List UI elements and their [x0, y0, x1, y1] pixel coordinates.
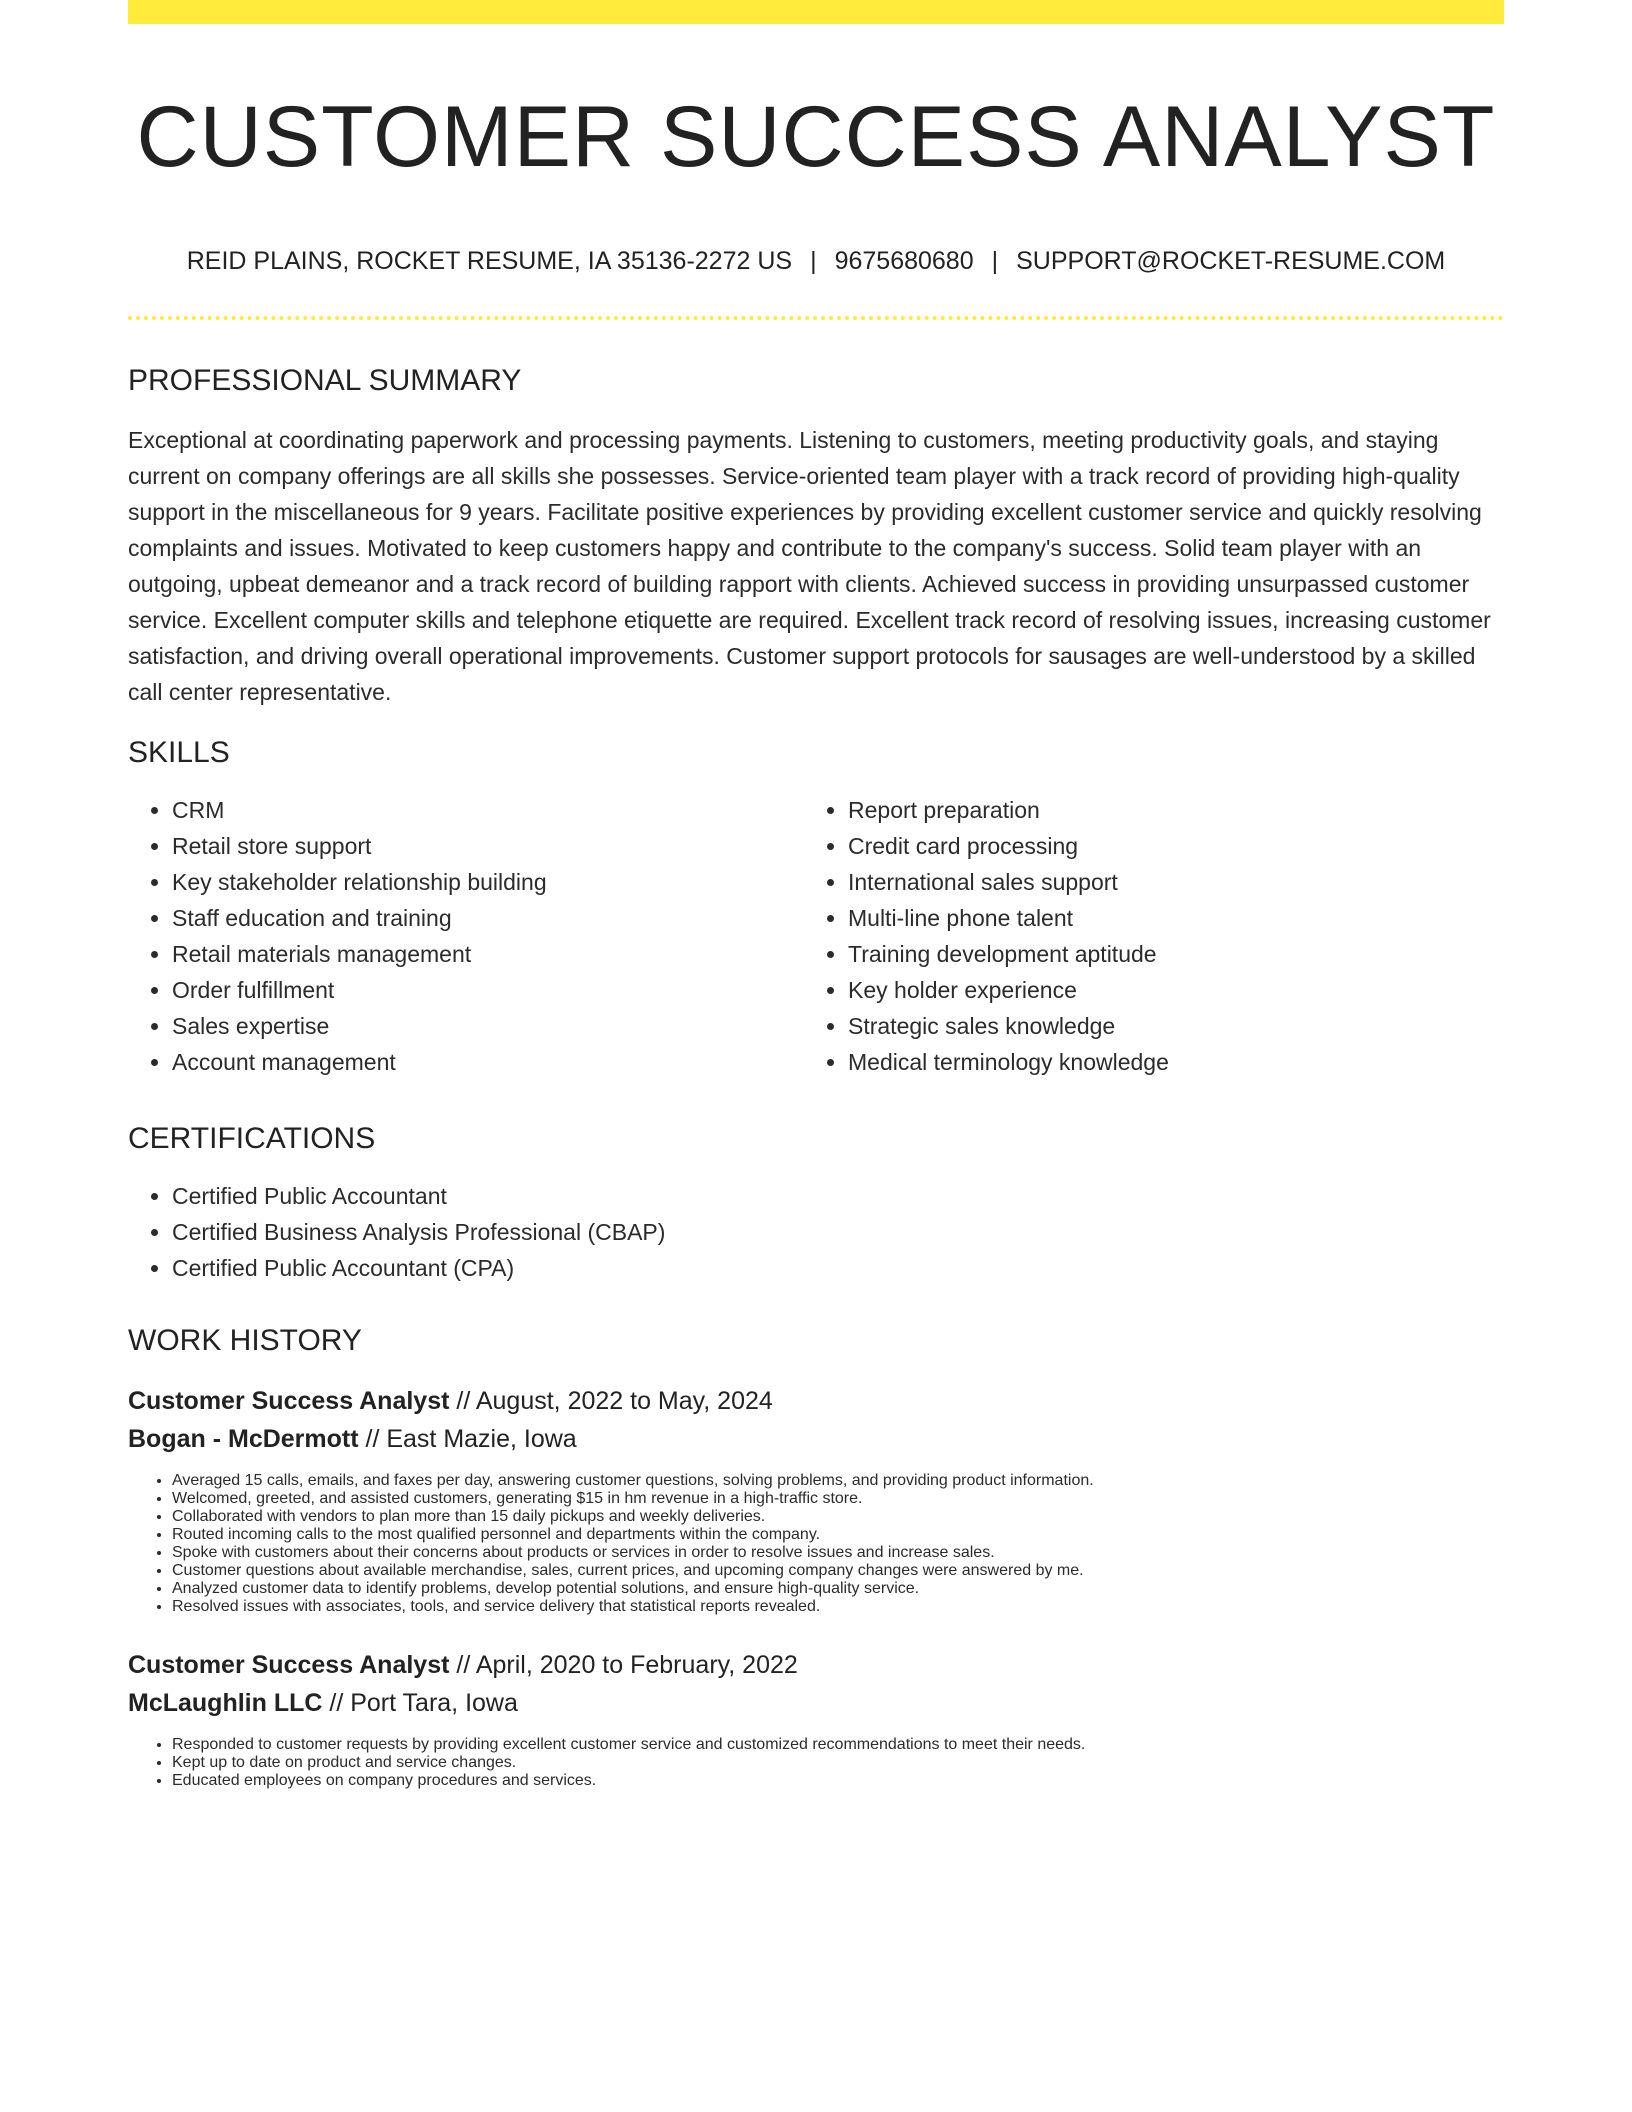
job-bullet: • Customer questions about available merchandise, sales, current prices, and upcoming company changes were answered by me.	[172, 1562, 1504, 1580]
skills-left-list	[128, 792, 804, 1080]
job-bullet: • Responded to customer requests by providing excellent customer service and customized recommendations to meet their needs.	[172, 1736, 1504, 1754]
job-bullet: • Spoke with customers about their concerns about products or services in order to resolve issues and increase sales.	[172, 1544, 1504, 1562]
job-location: // Port Tara, Iowa	[322, 1689, 518, 1717]
skill-item: • Credit card processing	[848, 828, 1480, 864]
contact-separator: |	[991, 247, 999, 275]
resume-content	[128, 24, 1504, 1790]
skill-item: • Report preparation	[848, 792, 1480, 828]
skill-item: • Staff education and training	[172, 900, 804, 936]
job-bullet: • Resolved issues with associates, tools, and service delivery that statistical reports revealed.	[172, 1598, 1504, 1616]
summary-text: Exceptional at coordinating paperwork and processing payments. Listening to customers, meeting productivity goals, and staying current on company offerings are all skills she possesses. Service-oriented team player with a track record of providing high-quality support in the miscellaneous for 9 years. Facilitate positive experiences by providing excellent customer service and quickly resolving complaints and issues. Motivated to keep customers happy and contribute to the company's success. Solid team player with an outgoing, upbeat demeanor and a track record of building rapport with clients. Achieved success in providing unsurpassed customer service. Excellent computer skills and telephone etiquette are required. Excellent track record of resolving issues, increasing customer satisfaction, and driving overall operational improvements. Customer support protocols for sausages are well-understood by a skilled call center representative.	[128, 427, 1491, 705]
contact-phone: 9675680680	[834, 247, 974, 275]
skills-columns	[128, 792, 1504, 1080]
skill-item: • Order fulfillment	[172, 972, 804, 1008]
contact-address: REID PLAINS, ROCKET RESUME, IA 35136-2272 US	[186, 247, 793, 275]
skill-item: • Training development aptitude	[848, 936, 1480, 972]
summary-heading: PROFESSIONAL SUMMARY	[128, 364, 522, 397]
job-entry	[128, 1646, 1504, 1790]
job-location: // East Mazie, Iowa	[358, 1425, 577, 1453]
job-bullets	[128, 1472, 1504, 1616]
skills-heading: SKILLS	[128, 736, 230, 769]
skill-item: • Key stakeholder relationship building	[172, 864, 804, 900]
job-bullet: • Routed incoming calls to the most qualified personnel and departments within the company.	[172, 1526, 1504, 1544]
skills-right-list	[804, 792, 1480, 1080]
skill-item: • Multi-line phone talent	[848, 900, 1480, 936]
certification-item: • Certified Public Accountant	[172, 1178, 1504, 1214]
job-title: Customer Success Analyst	[128, 1387, 450, 1415]
accent-bar	[128, 0, 1504, 24]
contact-email: SUPPORT@ROCKET-RESUME.COM	[1016, 247, 1446, 275]
contact-line	[128, 244, 1504, 278]
certifications-list	[128, 1178, 1504, 1286]
certification-item: • Certified Public Accountant (CPA)	[172, 1250, 1504, 1286]
job-dates: // April, 2020 to February, 2022	[449, 1651, 798, 1679]
job-company-line	[128, 1684, 1504, 1722]
skill-item: • Key holder experience	[848, 972, 1480, 1008]
skill-item: • Retail materials management	[172, 936, 804, 972]
job-company: McLaughlin LLC	[128, 1689, 323, 1717]
page-title: CUSTOMER SUCCESS ANALYST	[136, 89, 1496, 185]
job-title-line	[128, 1382, 1504, 1420]
skill-item: • Retail store support	[172, 828, 804, 864]
job-dates: // August, 2022 to May, 2024	[449, 1387, 773, 1415]
job-company-line	[128, 1420, 1504, 1458]
job-bullet: • Averaged 15 calls, emails, and faxes per day, answering customer questions, solving problems, and providing product information.	[172, 1472, 1504, 1490]
job-bullet: • Collaborated with vendors to plan more than 15 daily pickups and weekly deliveries.	[172, 1508, 1504, 1526]
skill-item: • CRM	[172, 792, 804, 828]
job-entry	[128, 1382, 1504, 1616]
job-bullet: • Kept up to date on product and service changes.	[172, 1754, 1504, 1772]
skill-item: • Sales expertise	[172, 1008, 804, 1044]
job-title: Customer Success Analyst	[128, 1651, 450, 1679]
certification-item: • Certified Business Analysis Professional (CBAP)	[172, 1214, 1504, 1250]
skill-item: • Account management	[172, 1044, 804, 1080]
job-company: Bogan - McDermott	[128, 1425, 359, 1453]
skill-item: • Strategic sales knowledge	[848, 1008, 1480, 1044]
job-bullet: • Welcomed, greeted, and assisted customers, generating $15 in hm revenue in a high-traffic store.	[172, 1490, 1504, 1508]
contact-separator: |	[810, 247, 817, 275]
job-bullets	[128, 1736, 1504, 1790]
certifications-heading: CERTIFICATIONS	[128, 1122, 376, 1155]
skill-item: • International sales support	[848, 864, 1480, 900]
job-bullet: • Analyzed customer data to identify problems, develop potential solutions, and ensure high-quality service.	[172, 1580, 1504, 1598]
job-title-line	[128, 1646, 1504, 1684]
dotted-divider	[128, 316, 1504, 320]
skill-item: • Medical terminology knowledge	[848, 1044, 1480, 1080]
job-bullet: • Educated employees on company procedures and services.	[172, 1772, 1504, 1790]
work-history-heading: WORK HISTORY	[128, 1324, 362, 1357]
